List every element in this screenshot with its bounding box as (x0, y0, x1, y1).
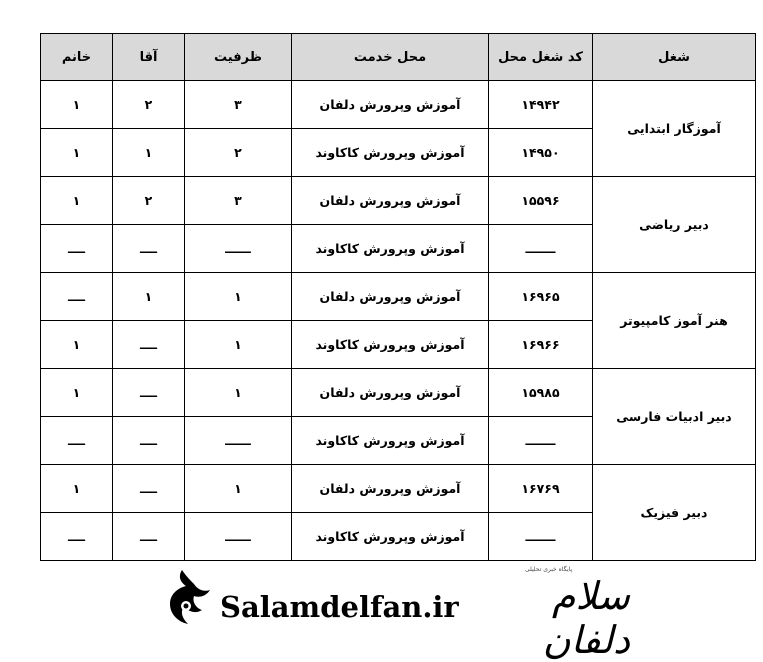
male-cell: ۱ (113, 273, 185, 321)
female-cell: ــــ (41, 417, 113, 465)
male-cell: ۲ (113, 81, 185, 129)
capacity-cell: ــــــ (185, 417, 292, 465)
female-cell: ــــ (41, 513, 113, 561)
female-cell: ۱ (41, 81, 113, 129)
capacity-cell: ۳ (185, 81, 292, 129)
job-title-cell: دبیر فیزیک (593, 465, 756, 561)
jobs-table (40, 33, 756, 561)
male-cell: ــــ (113, 417, 185, 465)
code-cell: ۱۶۷۶۹ (489, 465, 593, 513)
header-row (41, 34, 756, 81)
header-female: خانم (41, 34, 113, 81)
capacity-cell: ۱ (185, 273, 292, 321)
place-cell: آموزش وپرورش کاکاوند (292, 129, 489, 177)
header-code: کد شغل محل (489, 34, 593, 81)
job-title-cell: آموزگار ابتدایی (593, 81, 756, 177)
code-cell: ۱۴۹۵۰ (489, 129, 593, 177)
header-job: شغل (593, 34, 756, 81)
place-cell: آموزش وپرورش دلفان (292, 273, 489, 321)
female-cell: ــــ (41, 273, 113, 321)
code-cell: ۱۵۵۹۶ (489, 177, 593, 225)
place-cell: آموزش وپرورش کاکاوند (292, 321, 489, 369)
header-place: محل خدمت (292, 34, 489, 81)
site-name: Salamdelfan.ir (220, 590, 459, 624)
male-cell: ــــ (113, 321, 185, 369)
place-cell: آموزش وپرورش دلفان (292, 177, 489, 225)
female-cell: ۱ (41, 177, 113, 225)
place-cell: آموزش وپرورش کاکاوند (292, 513, 489, 561)
capacity-cell: ۳ (185, 177, 292, 225)
logo-persian: سلام دلفان (542, 574, 630, 662)
female-cell: ــــ (41, 225, 113, 273)
dove-logo-icon (160, 566, 216, 630)
job-title-cell: دبیر ریاضی (593, 177, 756, 273)
footer-logo (160, 566, 630, 662)
capacity-cell: ــــــ (185, 513, 292, 561)
table-row (41, 273, 756, 321)
male-cell: ــــ (113, 369, 185, 417)
male-cell: ــــ (113, 513, 185, 561)
place-cell: آموزش وپرورش دلفان (292, 369, 489, 417)
male-cell: ۱ (113, 129, 185, 177)
code-cell: ۱۶۹۶۶ (489, 321, 593, 369)
table-row (41, 177, 756, 225)
place-cell: آموزش وپرورش کاکاوند (292, 417, 489, 465)
header-capacity: ظرفیت (185, 34, 292, 81)
code-cell: ـــــــ (489, 513, 593, 561)
header-male: آقا (113, 34, 185, 81)
table-row (41, 465, 756, 513)
code-cell: ۱۴۹۴۲ (489, 81, 593, 129)
capacity-cell: ۲ (185, 129, 292, 177)
capacity-cell: ۱ (185, 369, 292, 417)
female-cell: ۱ (41, 369, 113, 417)
female-cell: ۱ (41, 321, 113, 369)
code-cell: ـــــــ (489, 417, 593, 465)
female-cell: ۱ (41, 129, 113, 177)
table-row (41, 81, 756, 129)
table-row (41, 369, 756, 417)
code-cell: ـــــــ (489, 225, 593, 273)
female-cell: ۱ (41, 465, 113, 513)
code-cell: ۱۶۹۶۵ (489, 273, 593, 321)
male-cell: ــــ (113, 465, 185, 513)
place-cell: آموزش وپرورش دلفان (292, 81, 489, 129)
place-cell: آموزش وپرورش کاکاوند (292, 225, 489, 273)
male-cell: ۲ (113, 177, 185, 225)
capacity-cell: ــــــ (185, 225, 292, 273)
logo-subtitle: پایگاه خبری تحلیلی (525, 566, 573, 573)
capacity-cell: ۱ (185, 465, 292, 513)
place-cell: آموزش وپرورش دلفان (292, 465, 489, 513)
capacity-cell: ۱ (185, 321, 292, 369)
male-cell: ــــ (113, 225, 185, 273)
job-title-cell: دبیر ادبیات فارسی (593, 369, 756, 465)
job-title-cell: هنر آموز کامپیوتر (593, 273, 756, 369)
code-cell: ۱۵۹۸۵ (489, 369, 593, 417)
